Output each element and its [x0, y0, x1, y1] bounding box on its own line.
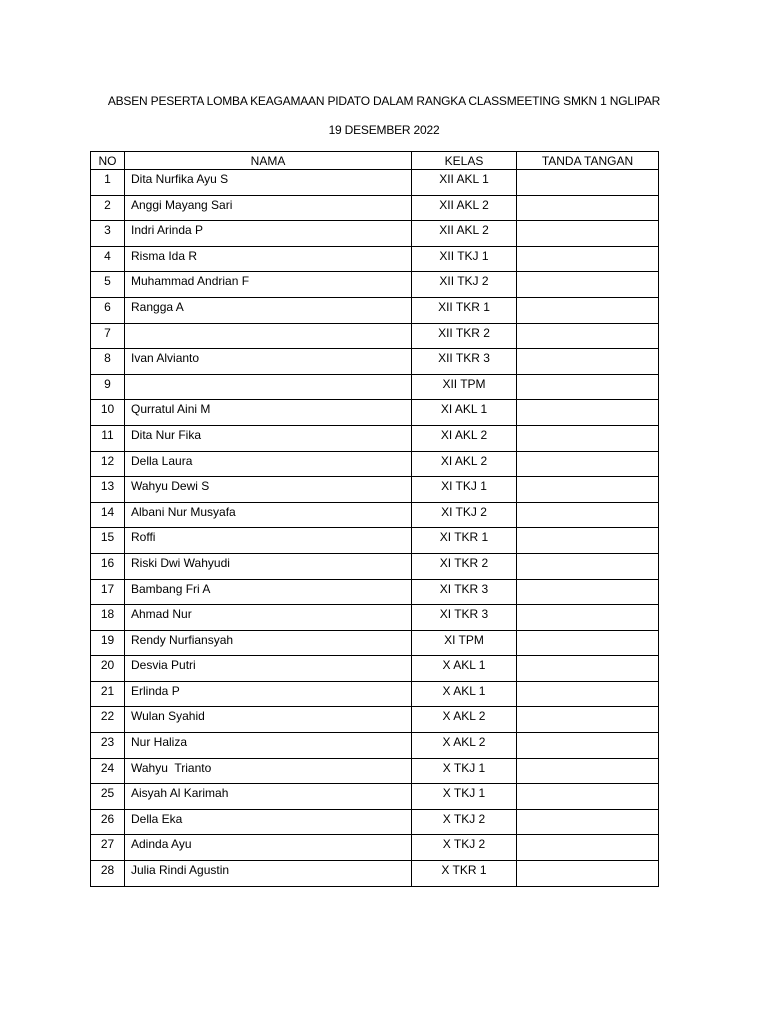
table-row [91, 630, 659, 656]
cell-no: 7 [91, 323, 125, 349]
cell-tanda-tangan [517, 323, 659, 349]
cell-no: 24 [91, 758, 125, 784]
table-row [91, 528, 659, 554]
cell-nama: Wahyu Trianto [125, 758, 412, 784]
cell-nama: Bambang Fri A [125, 579, 412, 605]
table-row [91, 553, 659, 579]
cell-no: 17 [91, 579, 125, 605]
cell-kelas: XI TPM [412, 630, 517, 656]
table-row [91, 195, 659, 221]
cell-no: 9 [91, 374, 125, 400]
header-no: NO [91, 152, 125, 170]
cell-tanda-tangan [517, 528, 659, 554]
attendance-table [90, 151, 659, 887]
cell-nama: Indri Arinda P [125, 221, 412, 247]
cell-nama: Risma Ida R [125, 246, 412, 272]
cell-kelas: X TKJ 1 [412, 758, 517, 784]
cell-tanda-tangan [517, 425, 659, 451]
cell-no: 5 [91, 272, 125, 298]
cell-no: 16 [91, 553, 125, 579]
cell-tanda-tangan [517, 272, 659, 298]
header-tanda-tangan: TANDA TANGAN [517, 152, 659, 170]
cell-no: 8 [91, 349, 125, 375]
table-row [91, 170, 659, 196]
cell-nama: Desvia Putri [125, 656, 412, 682]
cell-nama: Riski Dwi Wahyudi [125, 553, 412, 579]
table-header-row [91, 152, 659, 170]
cell-no: 3 [91, 221, 125, 247]
cell-kelas: X TKJ 2 [412, 809, 517, 835]
cell-tanda-tangan [517, 553, 659, 579]
table-row [91, 221, 659, 247]
table-row [91, 349, 659, 375]
table-row [91, 733, 659, 759]
table-row [91, 400, 659, 426]
table-row [91, 835, 659, 861]
cell-tanda-tangan [517, 195, 659, 221]
table-row [91, 707, 659, 733]
cell-kelas: XII TKJ 1 [412, 246, 517, 272]
cell-no: 15 [91, 528, 125, 554]
cell-tanda-tangan [517, 630, 659, 656]
cell-no: 2 [91, 195, 125, 221]
cell-kelas: XII TKR 2 [412, 323, 517, 349]
cell-no: 12 [91, 451, 125, 477]
cell-nama: Erlinda P [125, 681, 412, 707]
table-row [91, 477, 659, 503]
cell-nama: Julia Rindi Agustin [125, 861, 412, 887]
cell-nama: Della Eka [125, 809, 412, 835]
cell-kelas: XII AKL 2 [412, 195, 517, 221]
cell-nama: Rendy Nurfiansyah [125, 630, 412, 656]
cell-kelas: XII AKL 1 [412, 170, 517, 196]
cell-nama: Ahmad Nur [125, 605, 412, 631]
cell-nama: Albani Nur Musyafa [125, 502, 412, 528]
cell-tanda-tangan [517, 784, 659, 810]
document-date: 19 DESEMBER 2022 [328, 123, 440, 137]
cell-tanda-tangan [517, 733, 659, 759]
table-row [91, 425, 659, 451]
cell-kelas: XI AKL 2 [412, 451, 517, 477]
cell-kelas: XI AKL 2 [412, 425, 517, 451]
table-row [91, 681, 659, 707]
table-row [91, 861, 659, 887]
table-row [91, 758, 659, 784]
cell-kelas: XI TKR 2 [412, 553, 517, 579]
cell-kelas: XI AKL 1 [412, 400, 517, 426]
cell-no: 28 [91, 861, 125, 887]
table-row [91, 605, 659, 631]
cell-no: 10 [91, 400, 125, 426]
cell-kelas: XII TKR 1 [412, 297, 517, 323]
cell-no: 14 [91, 502, 125, 528]
table-row [91, 809, 659, 835]
cell-kelas: XII TKJ 2 [412, 272, 517, 298]
cell-no: 11 [91, 425, 125, 451]
cell-nama: Ivan Alvianto [125, 349, 412, 375]
cell-kelas: XII TPM [412, 374, 517, 400]
cell-tanda-tangan [517, 707, 659, 733]
cell-no: 6 [91, 297, 125, 323]
cell-no: 1 [91, 170, 125, 196]
cell-no: 27 [91, 835, 125, 861]
document-title: ABSEN PESERTA LOMBA KEAGAMAAN PIDATO DALAM RANGKA CLASSMEETING SMKN 1 NGLIPAR [107, 94, 661, 108]
cell-nama [125, 323, 412, 349]
cell-kelas: XI TKJ 1 [412, 477, 517, 503]
cell-nama: Wahyu Dewi S [125, 477, 412, 503]
table-row [91, 784, 659, 810]
table-row [91, 297, 659, 323]
table-row [91, 323, 659, 349]
table-row [91, 656, 659, 682]
cell-tanda-tangan [517, 605, 659, 631]
cell-no: 4 [91, 246, 125, 272]
cell-tanda-tangan [517, 400, 659, 426]
cell-tanda-tangan [517, 656, 659, 682]
cell-tanda-tangan [517, 297, 659, 323]
cell-no: 19 [91, 630, 125, 656]
header-nama: NAMA [125, 152, 412, 170]
cell-kelas: XI TKR 1 [412, 528, 517, 554]
cell-tanda-tangan [517, 758, 659, 784]
cell-kelas: XII AKL 2 [412, 221, 517, 247]
table-row [91, 272, 659, 298]
cell-tanda-tangan [517, 477, 659, 503]
cell-kelas: X TKJ 1 [412, 784, 517, 810]
cell-kelas: X AKL 2 [412, 733, 517, 759]
table-row [91, 502, 659, 528]
cell-kelas: X TKR 1 [412, 861, 517, 887]
cell-tanda-tangan [517, 246, 659, 272]
cell-kelas: X AKL 1 [412, 681, 517, 707]
cell-tanda-tangan [517, 579, 659, 605]
cell-nama: Dita Nurfika Ayu S [125, 170, 412, 196]
cell-no: 25 [91, 784, 125, 810]
cell-tanda-tangan [517, 170, 659, 196]
table-row [91, 579, 659, 605]
cell-kelas: X AKL 2 [412, 707, 517, 733]
cell-kelas: X TKJ 2 [412, 835, 517, 861]
cell-no: 18 [91, 605, 125, 631]
cell-nama: Roffi [125, 528, 412, 554]
cell-tanda-tangan [517, 374, 659, 400]
cell-nama [125, 374, 412, 400]
cell-nama: Adinda Ayu [125, 835, 412, 861]
cell-kelas: XI TKR 3 [412, 605, 517, 631]
cell-nama: Wulan Syahid [125, 707, 412, 733]
cell-nama: Nur Haliza [125, 733, 412, 759]
cell-nama: Dita Nur Fika [125, 425, 412, 451]
cell-no: 13 [91, 477, 125, 503]
cell-kelas: XI TKR 3 [412, 579, 517, 605]
cell-tanda-tangan [517, 502, 659, 528]
cell-nama: Della Laura [125, 451, 412, 477]
cell-nama: Qurratul Aini M [125, 400, 412, 426]
cell-no: 22 [91, 707, 125, 733]
cell-kelas: X AKL 1 [412, 656, 517, 682]
cell-tanda-tangan [517, 451, 659, 477]
table-row [91, 451, 659, 477]
cell-no: 26 [91, 809, 125, 835]
table-row [91, 246, 659, 272]
cell-kelas: XI TKJ 2 [412, 502, 517, 528]
cell-tanda-tangan [517, 835, 659, 861]
header-kelas: KELAS [412, 152, 517, 170]
cell-nama: Muhammad Andrian F [125, 272, 412, 298]
cell-kelas: XII TKR 3 [412, 349, 517, 375]
cell-nama: Anggi Mayang Sari [125, 195, 412, 221]
cell-tanda-tangan [517, 861, 659, 887]
table-body [91, 170, 659, 887]
cell-no: 20 [91, 656, 125, 682]
cell-tanda-tangan [517, 809, 659, 835]
cell-tanda-tangan [517, 349, 659, 375]
cell-nama: Rangga A [125, 297, 412, 323]
cell-tanda-tangan [517, 221, 659, 247]
cell-no: 21 [91, 681, 125, 707]
cell-no: 23 [91, 733, 125, 759]
cell-tanda-tangan [517, 681, 659, 707]
table-row [91, 374, 659, 400]
cell-nama: Aisyah Al Karimah [125, 784, 412, 810]
